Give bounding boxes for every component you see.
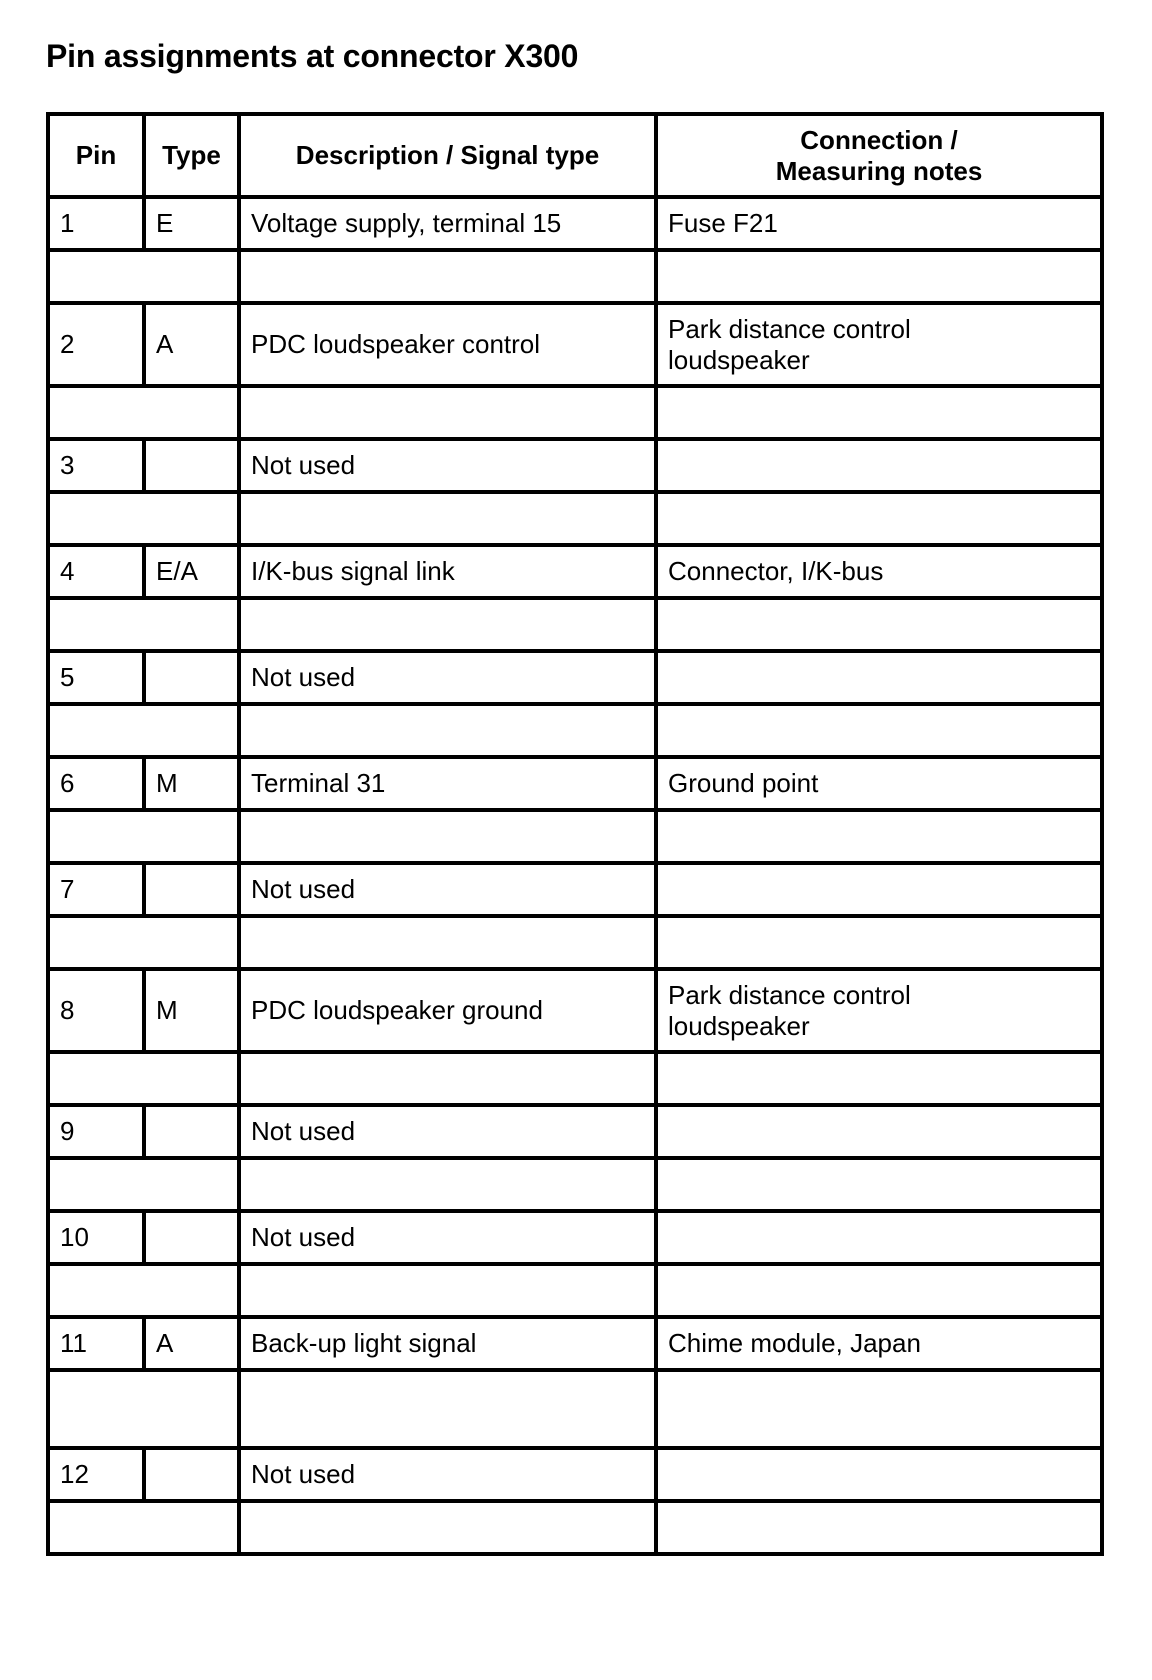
cell-pin: 5	[48, 651, 144, 704]
spacer-cell	[656, 1158, 1102, 1211]
spacer-cell	[239, 386, 656, 439]
header-connection	[656, 114, 1102, 197]
cell-pin: 10	[48, 1211, 144, 1264]
spacer-cell	[239, 1501, 656, 1554]
cell-connection-line1: Chime module, Japan	[668, 1328, 921, 1358]
spacer-cell	[48, 916, 239, 969]
table-row	[48, 1105, 1102, 1158]
spacer-cell	[656, 810, 1102, 863]
spacer-cell	[48, 810, 239, 863]
table-spacer-row	[48, 1501, 1102, 1554]
cell-connection	[656, 969, 1102, 1052]
table-spacer-row	[48, 916, 1102, 969]
cell-connection	[656, 1105, 1102, 1158]
cell-connection-line1: Ground point	[668, 768, 819, 798]
cell-pin: 4	[48, 545, 144, 598]
cell-description: Back-up light signal	[239, 1317, 656, 1370]
cell-description: Not used	[239, 1105, 656, 1158]
table-row	[48, 545, 1102, 598]
cell-connection	[656, 651, 1102, 704]
cell-pin: 11	[48, 1317, 144, 1370]
cell-pin: 9	[48, 1105, 144, 1158]
spacer-cell	[656, 250, 1102, 303]
cell-pin: 3	[48, 439, 144, 492]
table-row	[48, 757, 1102, 810]
spacer-cell	[239, 1264, 656, 1317]
spacer-cell	[48, 492, 239, 545]
table-spacer-row	[48, 810, 1102, 863]
table-row	[48, 303, 1102, 386]
spacer-cell	[239, 598, 656, 651]
cell-connection	[656, 1448, 1102, 1501]
spacer-cell	[48, 1158, 239, 1211]
spacer-cell	[239, 1158, 656, 1211]
cell-type	[144, 1211, 239, 1264]
cell-pin: 12	[48, 1448, 144, 1501]
cell-type	[144, 1448, 239, 1501]
cell-pin: 8	[48, 969, 144, 1052]
table-row	[48, 1317, 1102, 1370]
table-row	[48, 1448, 1102, 1501]
cell-type: A	[144, 1317, 239, 1370]
cell-description: Not used	[239, 863, 656, 916]
cell-connection	[656, 1317, 1102, 1370]
table-row	[48, 439, 1102, 492]
spacer-cell	[656, 1501, 1102, 1554]
cell-connection	[656, 439, 1102, 492]
cell-connection-line1: Park distance control	[668, 979, 911, 1010]
cell-connection-line1: Fuse F21	[668, 208, 778, 238]
header-pin: Pin	[48, 114, 144, 197]
table-row	[48, 969, 1102, 1052]
header-connection-line2: Measuring notes	[775, 155, 983, 186]
cell-pin: 6	[48, 757, 144, 810]
cell-description: Not used	[239, 651, 656, 704]
cell-type: E/A	[144, 545, 239, 598]
spacer-cell	[239, 1370, 656, 1448]
table-row	[48, 651, 1102, 704]
cell-connection	[656, 545, 1102, 598]
cell-description: Not used	[239, 439, 656, 492]
table-row	[48, 1211, 1102, 1264]
cell-type: M	[144, 757, 239, 810]
spacer-cell	[239, 810, 656, 863]
spacer-cell	[48, 598, 239, 651]
cell-connection	[656, 863, 1102, 916]
cell-connection	[656, 303, 1102, 386]
header-description: Description / Signal type	[239, 114, 656, 197]
table-spacer-row	[48, 1264, 1102, 1317]
table-spacer-row	[48, 492, 1102, 545]
cell-connection-line2: loudspeaker	[668, 1010, 810, 1041]
spacer-cell	[48, 1501, 239, 1554]
cell-pin: 2	[48, 303, 144, 386]
table-body	[48, 197, 1102, 1554]
cell-type: E	[144, 197, 239, 250]
cell-description: PDC loudspeaker control	[239, 303, 656, 386]
spacer-cell	[656, 1370, 1102, 1448]
header-connection-line1: Connection /	[800, 124, 958, 155]
cell-connection	[656, 197, 1102, 250]
spacer-cell	[48, 1370, 239, 1448]
header-type: Type	[144, 114, 239, 197]
page-title: Pin assignments at connector X300	[46, 38, 579, 74]
table-spacer-row	[48, 598, 1102, 651]
table-spacer-row	[48, 1370, 1102, 1448]
cell-pin: 7	[48, 863, 144, 916]
spacer-cell	[239, 250, 656, 303]
spacer-cell	[48, 1052, 239, 1105]
table-spacer-row	[48, 1158, 1102, 1211]
spacer-cell	[48, 704, 239, 757]
spacer-cell	[656, 704, 1102, 757]
spacer-cell	[656, 386, 1102, 439]
table-row	[48, 197, 1102, 250]
spacer-cell	[48, 1264, 239, 1317]
spacer-cell	[239, 916, 656, 969]
spacer-cell	[656, 1264, 1102, 1317]
table-header-row	[48, 114, 1102, 197]
spacer-cell	[48, 386, 239, 439]
cell-description: Not used	[239, 1211, 656, 1264]
cell-connection-line2: loudspeaker	[668, 344, 810, 375]
spacer-cell	[239, 492, 656, 545]
cell-description: I/K-bus signal link	[239, 545, 656, 598]
cell-type	[144, 439, 239, 492]
cell-description: Not used	[239, 1448, 656, 1501]
table-spacer-row	[48, 250, 1102, 303]
cell-type	[144, 1105, 239, 1158]
cell-connection-line1: Connector, I/K-bus	[668, 556, 884, 586]
table-spacer-row	[48, 386, 1102, 439]
cell-description: Voltage supply, terminal 15	[239, 197, 656, 250]
cell-description: Terminal 31	[239, 757, 656, 810]
table-spacer-row	[48, 704, 1102, 757]
cell-pin: 1	[48, 197, 144, 250]
table-row	[48, 863, 1102, 916]
pin-assignment-table	[46, 112, 1104, 1556]
spacer-cell	[656, 1052, 1102, 1105]
spacer-cell	[48, 250, 239, 303]
table-spacer-row	[48, 1052, 1102, 1105]
spacer-cell	[239, 704, 656, 757]
spacer-cell	[656, 492, 1102, 545]
cell-type: M	[144, 969, 239, 1052]
cell-connection	[656, 757, 1102, 810]
spacer-cell	[656, 598, 1102, 651]
cell-description: PDC loudspeaker ground	[239, 969, 656, 1052]
cell-connection	[656, 1211, 1102, 1264]
spacer-cell	[239, 1052, 656, 1105]
spacer-cell	[656, 916, 1102, 969]
cell-type	[144, 651, 239, 704]
cell-connection-line1: Park distance control	[668, 313, 911, 344]
cell-type	[144, 863, 239, 916]
cell-type: A	[144, 303, 239, 386]
